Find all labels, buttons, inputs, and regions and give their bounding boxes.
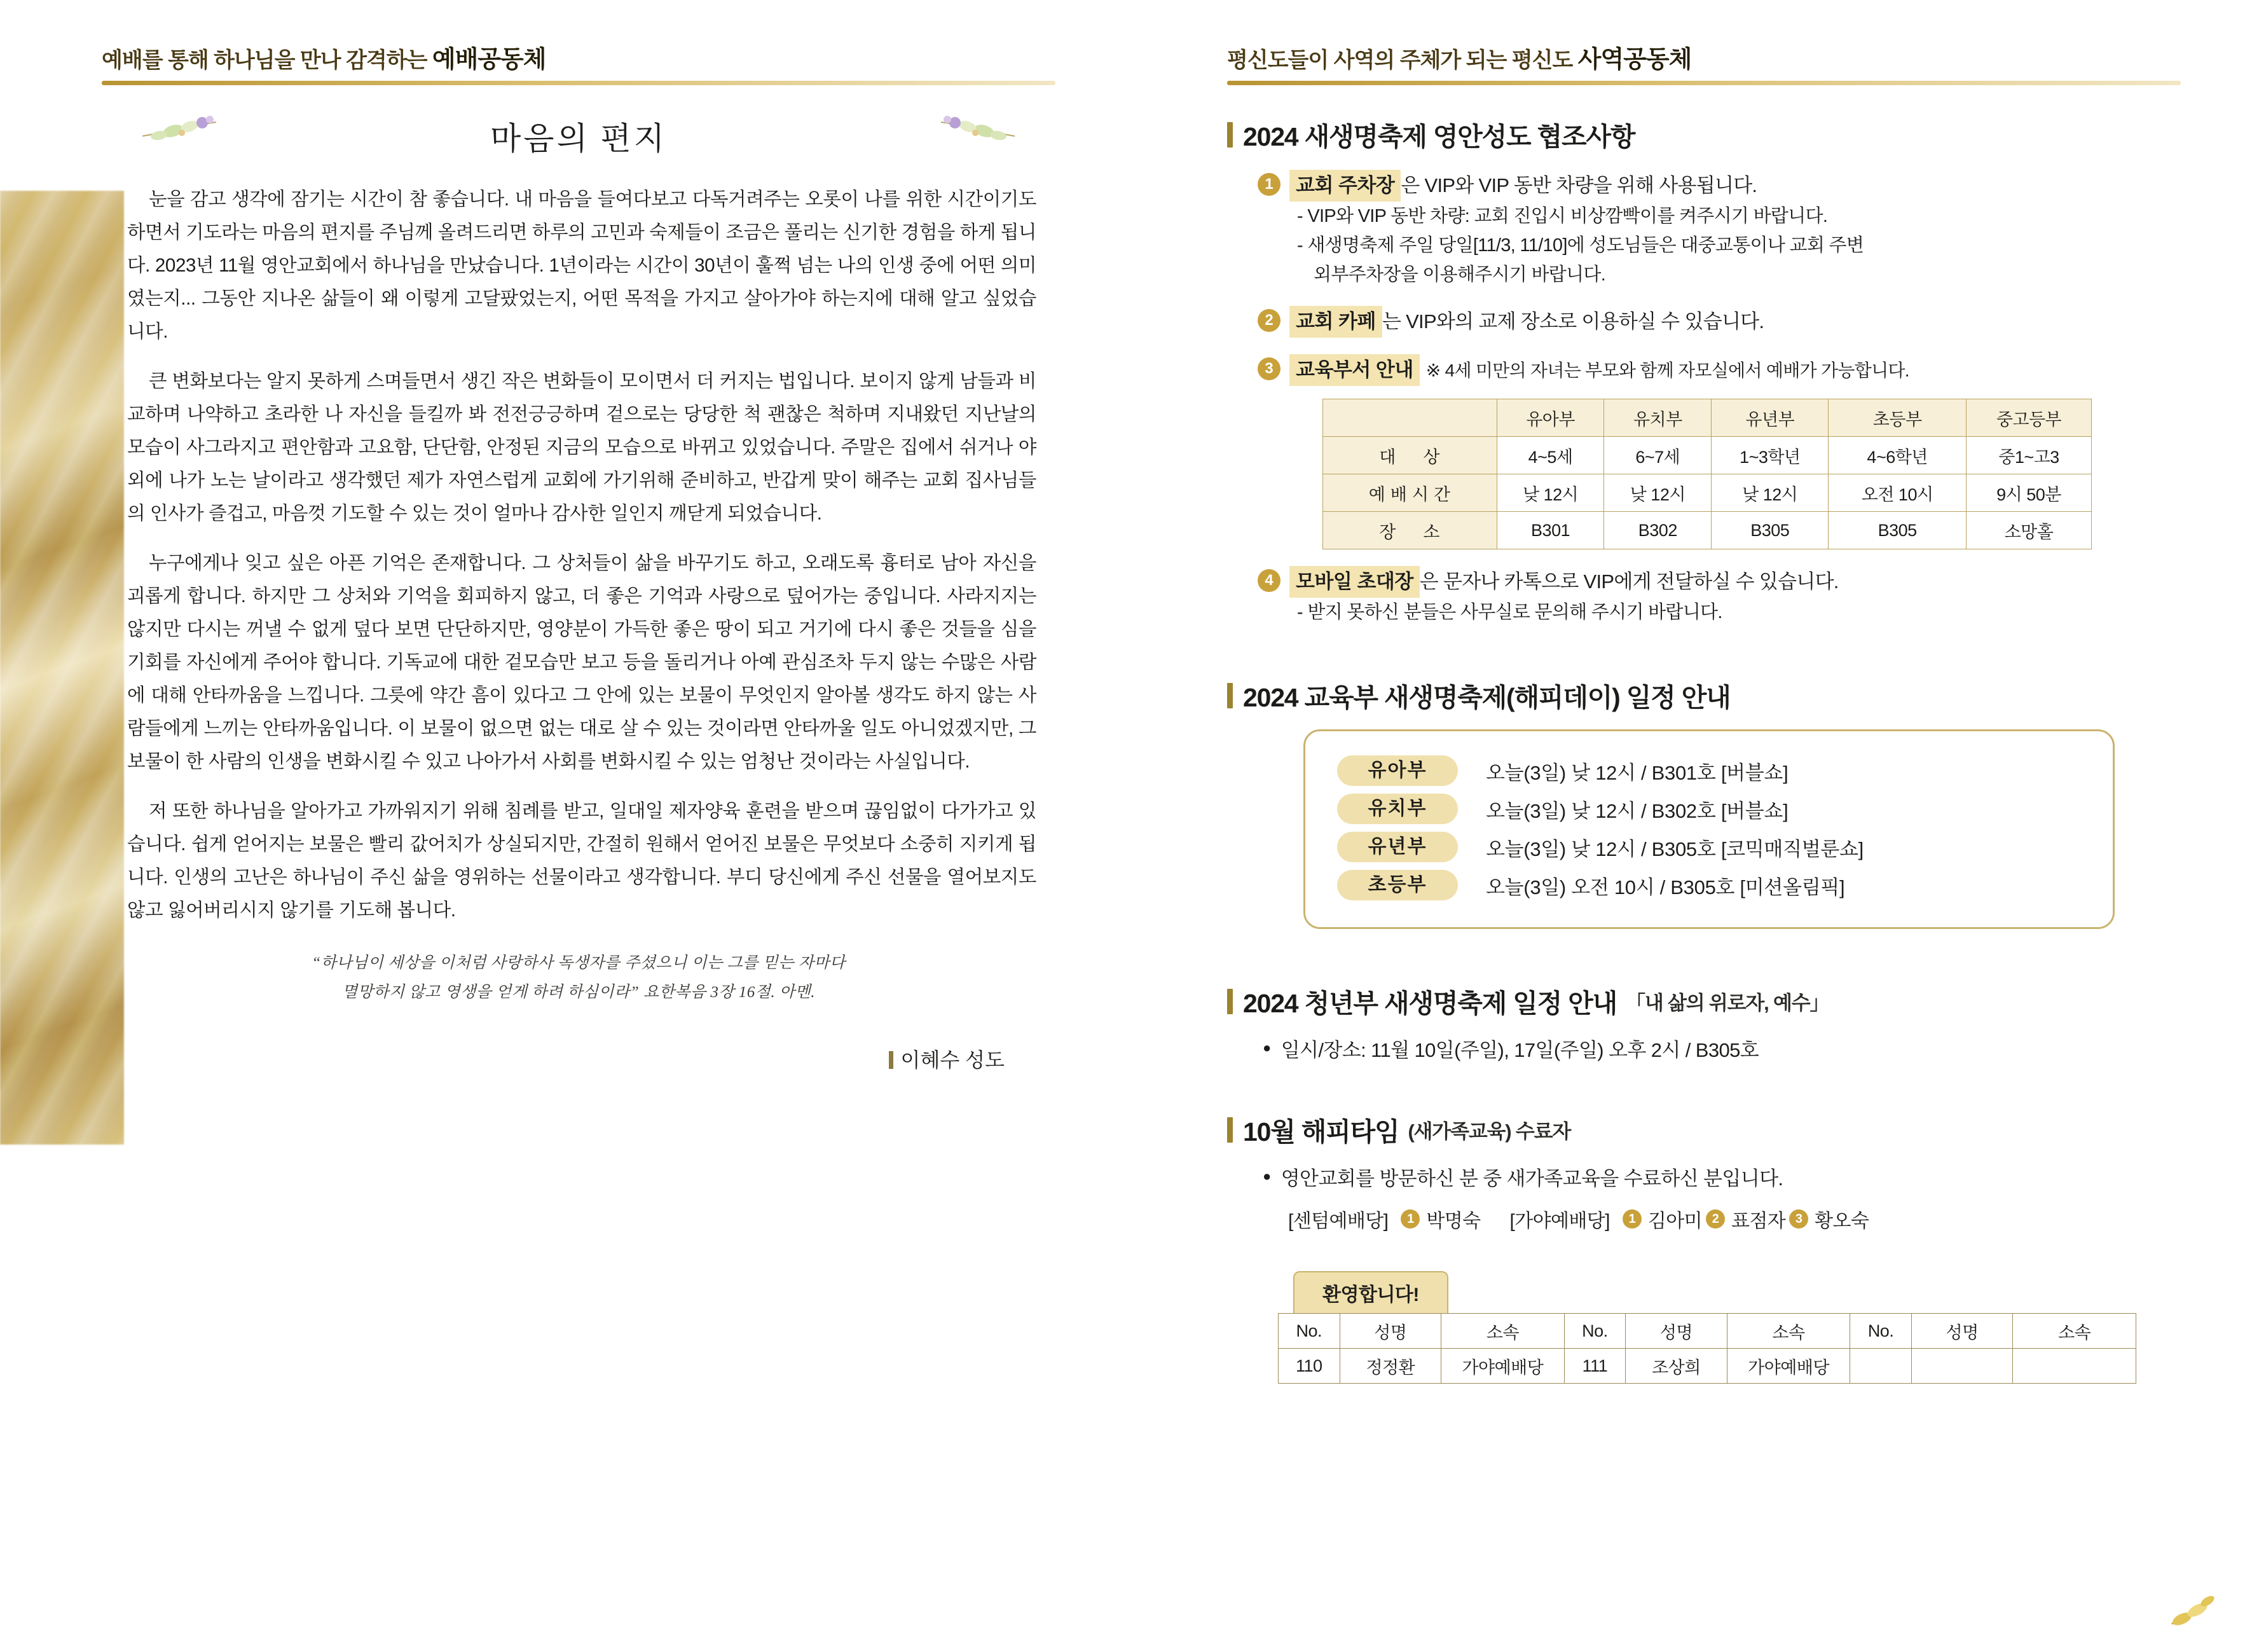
welcome-tab-label: 환영합니다!	[1293, 1271, 1448, 1313]
section-happytime-title: 10월 해피타임	[1243, 1117, 1399, 1146]
section-tick-icon	[1227, 683, 1233, 708]
happytime-description: 영안교회를 방문하신 분 중 새가족교육을 수료하신 분입니다.	[1280, 1167, 1783, 1190]
page-title: 마음의 편지	[490, 121, 667, 156]
item-text: 은 문자나 카톡으로 VIP에게 전달하실 수 있습니다.	[1419, 570, 1839, 593]
floral-ornament-left-icon	[140, 107, 261, 148]
section-happyday-title: 2024 교육부 새생명축제(해피데이) 일정 안내	[1243, 683, 1731, 712]
graduate-group	[1510, 1205, 1869, 1233]
left-banner-accent: 예배공동체	[432, 46, 546, 73]
section-tick-icon	[1227, 989, 1233, 1014]
happyday-row	[1305, 794, 2113, 824]
table-cell: 1~3학년	[1712, 437, 1829, 474]
graduate-name: 표점자	[1731, 1211, 1786, 1232]
table-column-header: 소속	[1727, 1314, 1850, 1349]
bible-verse	[102, 949, 1055, 1007]
section-happytime-heading	[1227, 1111, 2181, 1148]
happyday-detail: 오늘(3일) 낮 12시 / B305호 [코믹매직벌룬쇼]	[1486, 837, 1864, 860]
bullet-dot-icon: ●	[1263, 1168, 1271, 1184]
left-banner	[102, 39, 1055, 81]
table-cell	[2013, 1349, 2136, 1384]
bible-verse-line2: 멸망하지 않고 영생을 얻게 하려 하심이라” 요한복음 3장 16절. 아멘.	[342, 984, 815, 1001]
department-pill: 초등부	[1337, 870, 1458, 900]
cooperation-item	[1227, 566, 2181, 598]
item-highlight: 교육부서 안내	[1289, 354, 1420, 386]
table-cell: 조상희	[1626, 1349, 1727, 1384]
table-cell: 6~7세	[1604, 437, 1712, 474]
item-body	[1289, 170, 1757, 202]
table-cell: 중1~고3	[1966, 437, 2091, 474]
item-highlight: 교회 주차장	[1289, 170, 1401, 202]
graduates-list	[1288, 1205, 2181, 1233]
table-column-header: 중고등부	[1966, 399, 2091, 437]
item-body	[1289, 306, 1764, 338]
table-cell: B301	[1497, 512, 1604, 549]
happyday-row	[1305, 755, 2113, 786]
section-cooperation-heading	[1227, 116, 2181, 153]
happyday-schedule-box	[1303, 729, 2115, 929]
table-row	[1323, 512, 2092, 549]
letter-signature	[102, 1044, 1055, 1073]
left-banner-rule	[102, 81, 1055, 85]
table-cell: 9시 50분	[1966, 474, 2091, 512]
graduate-group-label: [가야예배당]	[1509, 1211, 1610, 1232]
section-happyday	[1227, 677, 2181, 929]
table-cell: 정정환	[1340, 1349, 1441, 1384]
cooperation-item	[1227, 306, 2181, 338]
table-column-header: 소속	[2013, 1314, 2136, 1349]
item-note: ※ 4세 미만의 자녀는 부모와 함께 자모실에서 예배가 가능합니다.	[1425, 361, 1909, 380]
letter-paragraph: 눈을 감고 생각에 잠기는 시간이 참 좋습니다. 내 마음을 들여다보고 다독거려주는 오롯이 나를 위한 시간이기도 하면서 기도라는 마음의 편지를 주님께 올려드리면 하루의 고민과 숙제들이 조금은 풀리는 신기한 경험을 하게 됩니다. 2023년 11월 영안교회에서 하나님을 만났습니다. 1년이라는 시간이 30년이 훌쩍 넘는 나의 인생 중에 어떤 의미였는지... 그동안 지나온 삶들이 왜 이렇게 고달팠었는지, 어떤 목적을 가지고 살아가야 하는지에 대해 알고 싶었습니다.	[127, 189, 1036, 342]
item-highlight: 모바일 초대장	[1289, 566, 1420, 598]
section-happytime-subtitle: (새가족교육) 수료자	[1408, 1120, 1571, 1143]
letter-paragraph: 큰 변화보다는 알지 못하게 스며들면서 생긴 작은 변화들이 모이면서 더 커지는 법입니다. 보이지 않게 남들과 비교하며 나약하고 초라한 나 자신을 들킬까 봐 전전긍긍하며 겉으로는 당당한 척 괜찮은 척하며 지내왔던 지난날의 모습이 사그라지고 편안함과 고요함, 단단함, 안정된 지금의 모습으로 바뀌고 있었습니다. 주말은 집에서 쉬거나 야외에 나가 노는 날이라고 생각했던 제가 자연스럽게 교회에 가기위해 준비하고, 반갑게 맞이 해주는 교회 집사님들의 인사가 즐겁고, 마음껏 기도할 수 있는 것이 얼마나 감사한 일인지 깨닫게 되었습니다.	[127, 371, 1036, 524]
cooperation-item	[1227, 354, 2181, 386]
youth-schedule-text: 일시/장소: 11월 10일(주일), 17일(주일) 오후 2시 / B305호	[1280, 1039, 1759, 1061]
section-cooperation-title: 2024 새생명축제 영안성도 협조사항	[1243, 122, 1635, 151]
section-tick-icon	[1227, 1117, 1233, 1143]
happyday-row	[1305, 832, 2113, 862]
table-column-header: 성명	[1340, 1314, 1441, 1349]
signature-bar-icon	[889, 1051, 893, 1069]
graduate-index-badge: 2	[1706, 1209, 1725, 1229]
table-row	[1323, 474, 2092, 512]
table-row	[1323, 437, 2092, 474]
happyday-detail: 오늘(3일) 오전 10시 / B305호 [미션올림픽]	[1486, 876, 1845, 898]
right-column	[1227, 0, 2181, 1384]
welcome-section	[1278, 1271, 2181, 1384]
table-header-row	[1279, 1314, 2136, 1349]
department-pill: 유년부	[1337, 832, 1458, 862]
happyday-detail: 오늘(3일) 낮 12시 / B301호 [버블쇼]	[1486, 761, 1789, 784]
cooperation-item	[1227, 170, 2181, 202]
right-banner-text	[1227, 39, 2181, 74]
table-column-header: 유아부	[1497, 399, 1604, 437]
department-pill: 유치부	[1337, 794, 1458, 824]
education-department-table	[1322, 399, 2092, 549]
graduate-name: 황오숙	[1815, 1211, 1869, 1232]
letter-paragraph: 저 또한 하나님을 알아가고 가까워지기 위해 침례를 받고, 일대일 제자양육 훈련을 받으며 끊임없이 다가가고 있습니다. 쉽게 얻어지는 보물은 빨리 값어치가 상실되지만, 간절히 원해서 얻어진 보물은 무엇보다 소중히 지키게 됩니다. 인생의 고난은 하나님이 주신 삶을 영위하는 선물이라고 생각합니다. 부디 당신에게 주신 선물을 열어보지도 않고 잃어버리시지 않기를 기도해 봅니다.	[127, 801, 1036, 921]
section-youth-heading	[1227, 982, 2181, 1020]
section-cooperation	[1227, 116, 2181, 627]
item-number-badge: 2	[1258, 309, 1280, 332]
letter-paragraph: 누구에게나 잊고 싶은 아픈 기억은 존재합니다. 그 상처들이 삶을 바꾸기도 하고, 오래도록 흉터로 남아 자신을 괴롭게 합니다. 하지만 그 상처와 기억을 회피하지 않고, 더 좋은 기억과 사랑으로 덮어가는 중입니다. 사라지지는 않지만 다시는 꺼낼 수 없게 덮다 보면 단단하지만, 영양분이 가득한 좋은 땅이 되고 거기에 다시 좋은 것들을 심을 기회를 자신에게 주어야 합니다. 기독교에 대한 겉모습만 보고 등을 돌리거나 아예 관심조차 두지 않는 수많은 사람에 대해 안타까움을 느낍니다. 그릇에 약간 흠이 있다고 그 안에 있는 보물이 무엇인지 알아볼 생각도 하지 않는 사람들에게 느끼는 안타까움입니다. 이 보물이 없으면 없는 대로 살 수 있는 것이라면 안타까울 일도 아니었겠지만, 그 보물이 한 사람의 인생을 변화시킬 수 있고 나아가서 사회를 변화시킬 수 있는 엄청난 것이라는 사실입니다.	[127, 553, 1036, 772]
letter-body	[102, 183, 1055, 927]
bible-verse-line1: “하나님이 세상을 이처럼 사랑하사 독생자를 주셨으니 이는 그를 믿는 자마다	[312, 954, 846, 972]
table-column-header: 소속	[1441, 1314, 1565, 1349]
section-tick-icon	[1227, 122, 1233, 148]
table-row	[1279, 1349, 2136, 1384]
table-cell: 소망홀	[1966, 512, 2091, 549]
table-cell: 낮 12시	[1712, 474, 1829, 512]
table-cell: 4~5세	[1497, 437, 1604, 474]
bullet-dot-icon: ●	[1263, 1040, 1271, 1056]
table-column-header: 초등부	[1829, 399, 1967, 437]
graduate-index-badge: 3	[1789, 1209, 1808, 1229]
table-cell: 110	[1279, 1349, 1340, 1384]
table-cell	[1850, 1349, 1912, 1384]
cooperation-subline: - VIP와 VIP 동반 차량: 교회 진입시 비상깜빡이를 켜주시기 바랍니다.	[1297, 206, 1828, 226]
table-cell: 111	[1564, 1349, 1626, 1384]
table-row-header: 예배시간	[1323, 474, 1497, 512]
item-highlight: 교회 카페	[1289, 306, 1382, 338]
signature-name: 이혜수 성도	[900, 1049, 1005, 1071]
table-column-header: 유치부	[1604, 399, 1712, 437]
section-happyday-heading	[1227, 677, 2181, 714]
item-number-badge: 4	[1258, 569, 1280, 592]
cooperation-subline	[1227, 260, 2181, 289]
table-column-header: No.	[1850, 1314, 1912, 1349]
table-column-header: 유년부	[1712, 399, 1829, 437]
table-cell: 오전 10시	[1829, 474, 1967, 512]
section-youth-subtitle: 「내 삶의 위로자, 예수」	[1626, 992, 1829, 1014]
table-column-header: No.	[1564, 1314, 1626, 1349]
graduate-group	[1288, 1205, 1481, 1233]
graduate-index-badge: 1	[1623, 1209, 1642, 1229]
cooperation-subline-cont: 외부주차장을 이용해주시기 바랍니다.	[1314, 265, 1606, 285]
item-text: 는 VIP와의 교제 장소로 이용하실 수 있습니다.	[1382, 310, 1764, 333]
left-banner-plain: 예배를 통해 하나님을 만나 감격하는	[102, 48, 432, 72]
table-cell: B302	[1604, 512, 1712, 549]
table-row-header: 대 상	[1323, 437, 1497, 474]
table-corner-cell	[1323, 399, 1497, 437]
section-youth	[1227, 982, 2181, 1063]
welcome-table	[1278, 1313, 2136, 1384]
section-happytime	[1227, 1111, 2181, 1233]
table-cell	[1911, 1349, 2012, 1384]
table-cell: 가야예배당	[1441, 1349, 1565, 1384]
happyday-row	[1305, 870, 2113, 900]
section-youth-title: 2024 청년부 새생명축제 일정 안내	[1243, 989, 1617, 1018]
table-column-header: No.	[1279, 1314, 1340, 1349]
table-cell: B305	[1712, 512, 1829, 549]
table-column-header: 성명	[1911, 1314, 2012, 1349]
youth-schedule-line	[1227, 1034, 2181, 1063]
table-cell: 낮 12시	[1604, 474, 1712, 512]
table-cell: B305	[1829, 512, 1967, 549]
graduate-name: 김아미	[1647, 1211, 1703, 1232]
table-column-header: 성명	[1626, 1314, 1727, 1349]
right-banner-accent: 사역공동체	[1577, 46, 1692, 73]
right-banner-plain: 평신도들이 사역의 주체가 되는 평신도	[1227, 48, 1578, 72]
right-banner	[1227, 39, 2181, 81]
graduate-index-badge: 1	[1401, 1209, 1420, 1229]
table-cell: 낮 12시	[1497, 474, 1604, 512]
item-text: 은 VIP와 VIP 동반 차량을 위해 사용됩니다.	[1401, 174, 1757, 196]
floral-ornament-right-icon	[896, 107, 1017, 148]
cooperation-subline: - 받지 못하신 분들은 사무실로 문의해 주시기 바랍니다.	[1297, 602, 1722, 623]
left-column	[102, 0, 1055, 1073]
table-cell: 가야예배당	[1727, 1349, 1850, 1384]
left-banner-text	[102, 39, 1055, 74]
cooperation-subline: - 새생명축제 주일 당일[11/3, 11/10]에 성도님들은 대중교통이나 교회 주변	[1297, 235, 1864, 256]
corner-leaf-ornament-icon	[2164, 1590, 2221, 1634]
happytime-description-line	[1227, 1162, 2181, 1191]
item-number-badge: 1	[1258, 173, 1280, 196]
item-number-badge: 3	[1258, 357, 1280, 380]
letter-title-row	[102, 98, 1055, 174]
right-banner-rule	[1227, 81, 2181, 85]
department-pill: 유아부	[1337, 755, 1458, 786]
item-body	[1289, 354, 1909, 386]
table-cell: 4~6학년	[1829, 437, 1967, 474]
item-body	[1289, 566, 1839, 598]
happyday-detail: 오늘(3일) 낮 12시 / B302호 [버블쇼]	[1486, 799, 1789, 822]
graduate-group-label: [센텀예배당]	[1288, 1211, 1389, 1232]
graduate-name: 박명숙	[1426, 1211, 1481, 1232]
table-header-row	[1323, 399, 2092, 437]
table-row-header: 장 소	[1323, 512, 1497, 549]
